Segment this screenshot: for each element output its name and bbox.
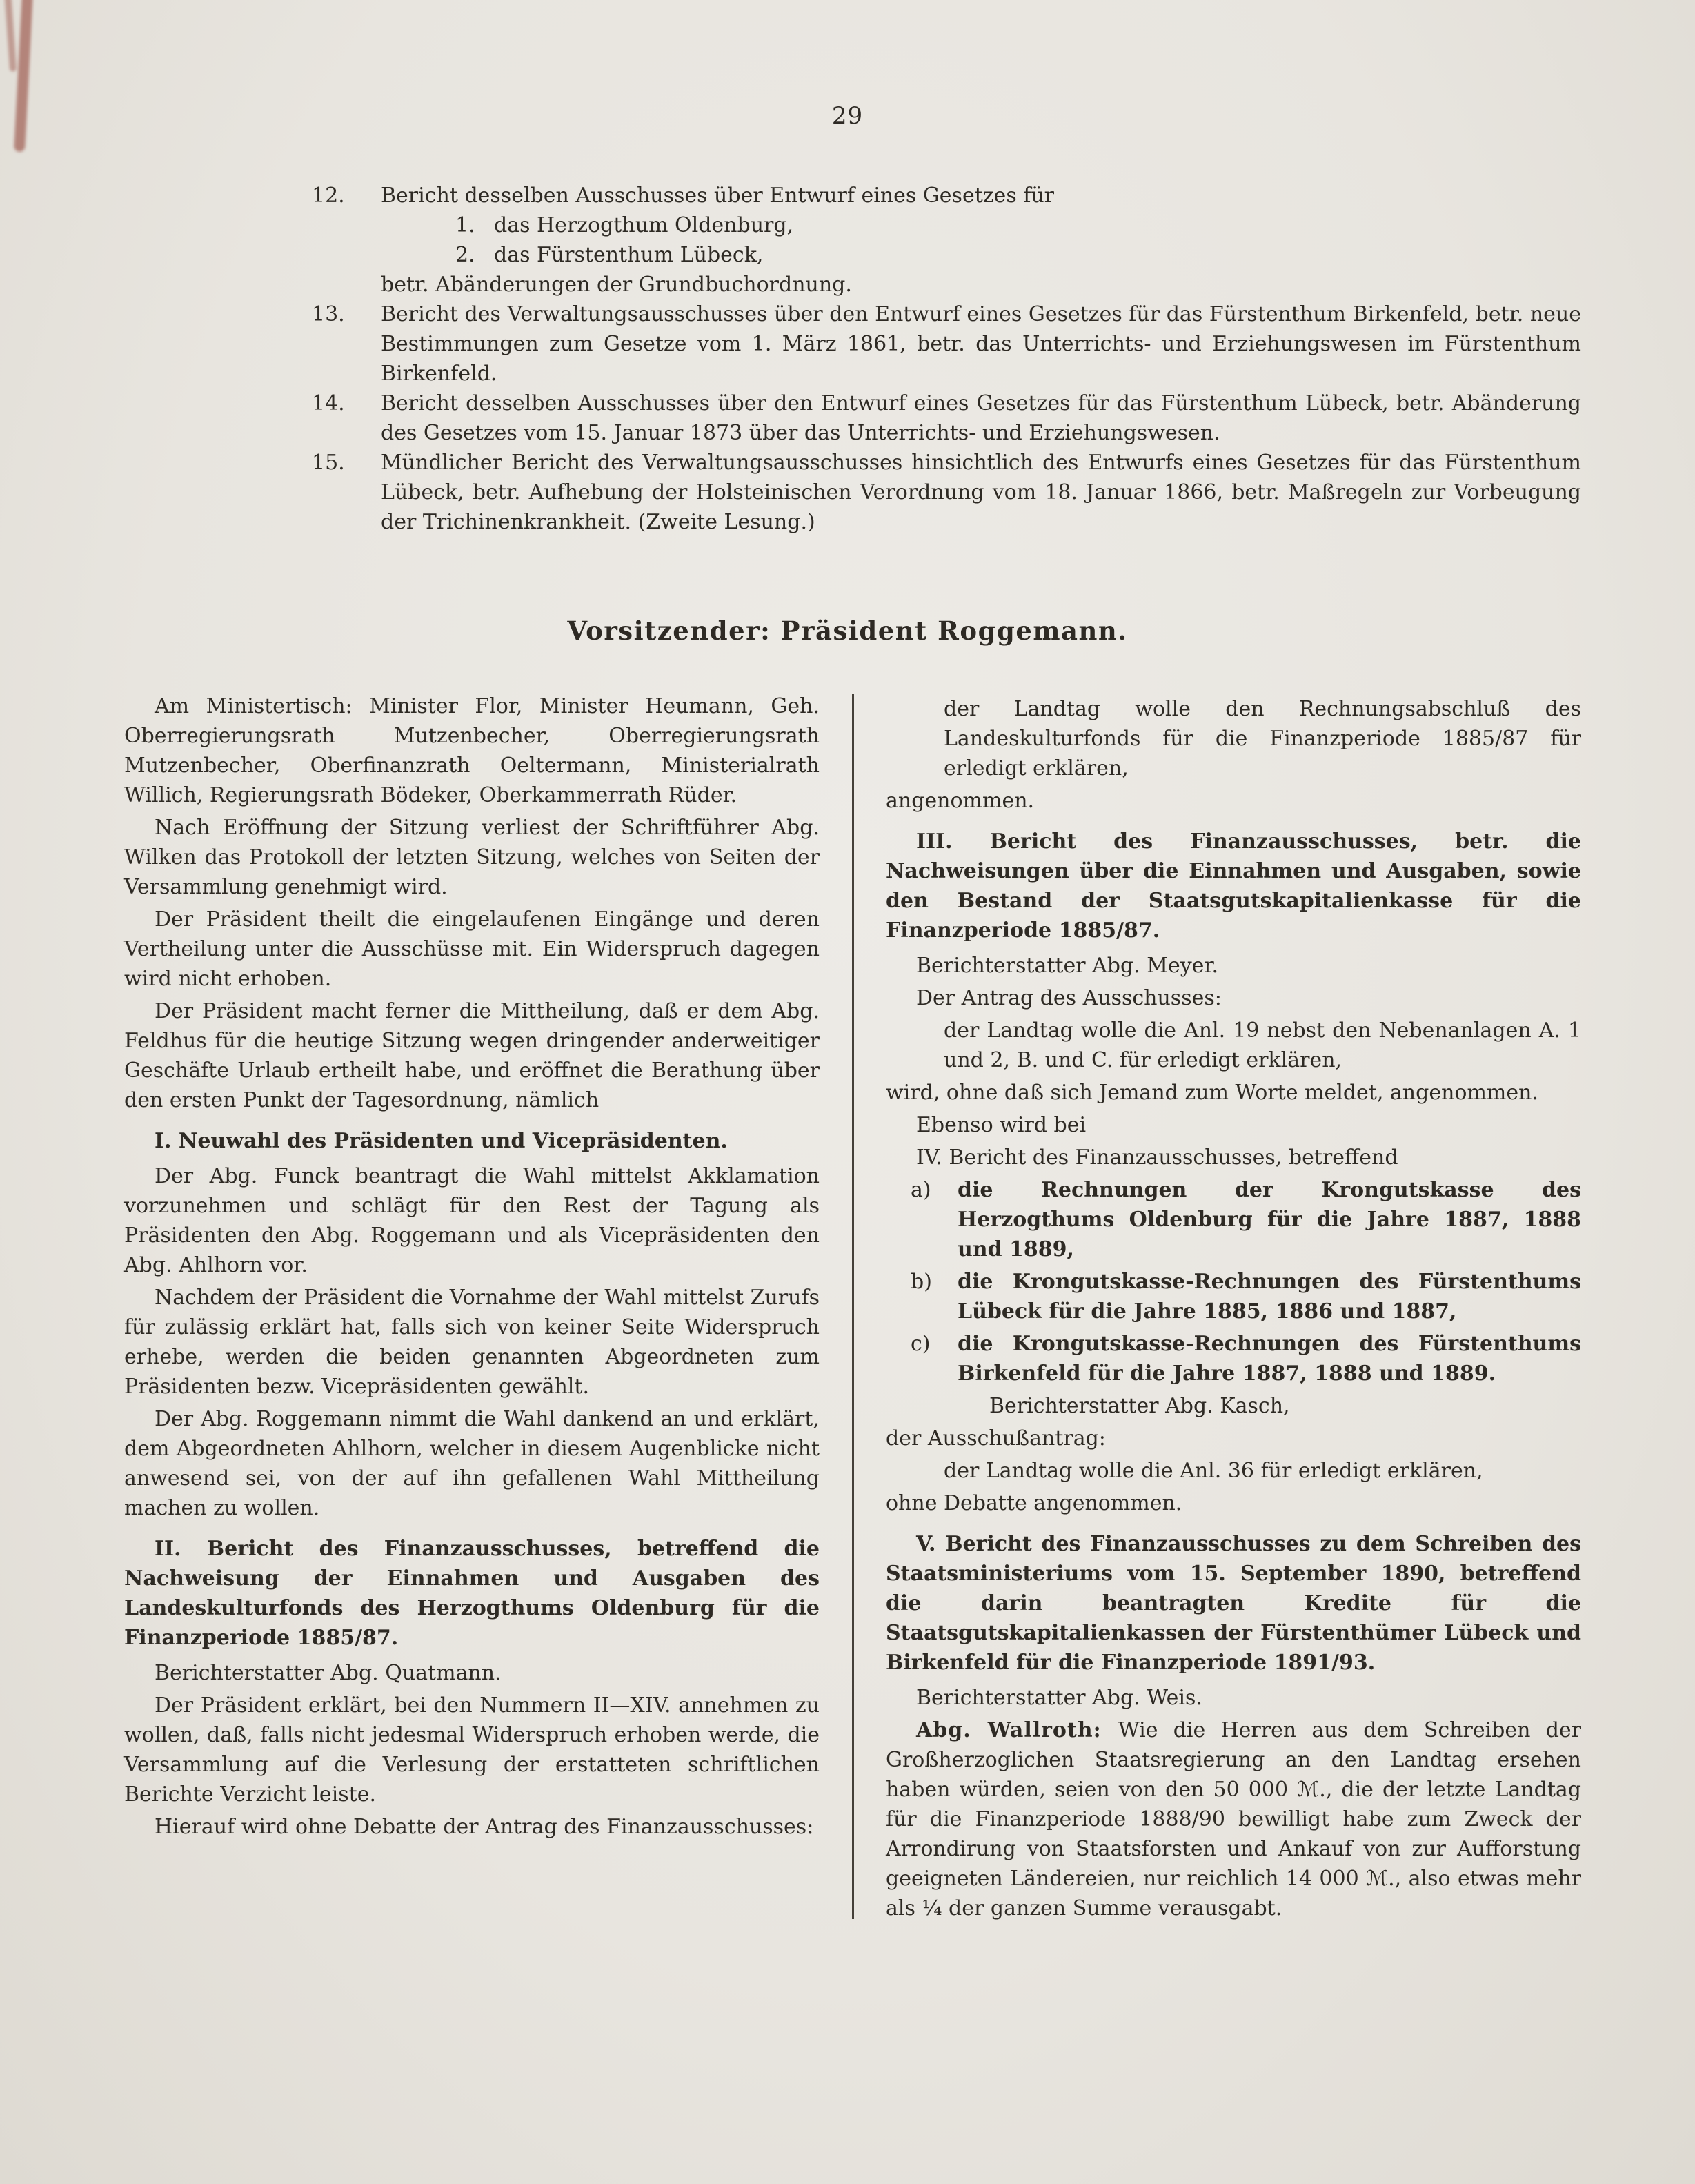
- agenda-subitem-number: 2.: [455, 243, 475, 267]
- left-column: [124, 691, 820, 1926]
- column-divider-rule: [852, 694, 854, 1919]
- paragraph: Ebenso wird bei: [916, 1113, 1087, 1137]
- paragraph: Nachdem der Präsident die Vornahme der Wahl mittelst Zurufs für zulässig erklärt hat, falls sich von keiner Seite Widerspruch erhebe, werden die beiden genannten Abgeordneten zum Präsidenten bezw. Vicepräsidenten gewählt.: [124, 1286, 820, 1399]
- agenda-item-body: [381, 388, 1581, 448]
- paragraph: Der Präsident erklärt, bei den Nummern II—XIV. annehmen zu wollen, daß, falls nicht jedesmal Widerspruch erhoben werde, die Versammlung auf die Verlesung der erstatteten schriftlichen Berichte Verzicht leiste.: [124, 1693, 820, 1807]
- section-heading: V. Bericht des Finanzausschusses zu dem Schreiben des Staatsministeriums vom 15. September 1890, betreffend die darin beantragten Kredite für die Staatsgutskapitalienkassen der Fürstenthümer Lübeck und Birkenfeld für die Finanzperiode 1891/93.: [886, 1532, 1581, 1675]
- speaker-name: Abg. Wallroth:: [916, 1718, 1118, 1742]
- session-chairman-heading: Vorsitzender: Präsident Roggemann.: [567, 616, 1128, 646]
- agenda-item: [312, 299, 1581, 388]
- agenda-list: [312, 181, 1581, 537]
- paragraph: Der Präsident theilt die eingelaufenen Eingänge und deren Vertheilung unter die Ausschüsse mit. Ein Widerspruch dagegen wird nicht erhoben.: [124, 907, 820, 991]
- paragraph: Berichterstatter Abg. Kasch,: [989, 1394, 1290, 1418]
- paragraph: Berichterstatter Abg. Weis.: [916, 1686, 1202, 1710]
- agenda-item-number: 14.: [312, 391, 345, 415]
- scan-artifact: [4, 0, 17, 72]
- agenda-item: [312, 448, 1581, 537]
- agenda-item-tail: betr. Abänderungen der Grundbuchordnung.: [381, 273, 852, 297]
- section-heading: I. Neuwahl des Präsidenten und Vicepräsidenten.: [155, 1129, 728, 1153]
- list-item-label: c): [911, 1332, 931, 1356]
- paragraph: der Ausschußantrag:: [886, 1426, 1106, 1450]
- agenda-item-number: 12.: [312, 184, 345, 208]
- paragraph: Am Ministertisch: Minister Flor, Minister Heumann, Geh. Oberregierungsrath Mutzenbecher, Oberregierungsrath Mutzenbecher, Oberfinanzrath Oeltermann, Ministerialrath Willich, Regierungsrath Bödeker, Oberkammerrath Rüder.: [124, 694, 820, 807]
- agenda-item-body: [381, 181, 1581, 299]
- paragraph: Nach Eröffnung der Sitzung verliest der Schriftführer Abg. Wilken das Protokoll der letzten Sitzung, welches von Seiten der Versammlung genehmigt wird.: [124, 816, 820, 899]
- agenda-item: [312, 388, 1581, 448]
- paragraph: wird, ohne daß sich Jemand zum Worte meldet, angenommen.: [886, 1081, 1538, 1105]
- agenda-item-number: 13.: [312, 302, 345, 326]
- agenda-item-body: [381, 448, 1581, 537]
- paragraph: angenommen.: [886, 789, 1035, 813]
- list-item-label: b): [911, 1270, 932, 1294]
- page-number: 29: [831, 102, 864, 130]
- agenda-item-text: Bericht des Verwaltungsausschusses über den Entwurf eines Gesetzes für das Fürstenthum Birkenfeld, betr. neue Bestimmungen zum Gesetze vom 1. März 1861, betr. das Unterrichts- und Erziehungswesen im Fürstenthum Birkenfeld.: [381, 302, 1581, 386]
- motion-quote: der Landtag wolle die Anl. 19 nebst den Nebenanlagen A. 1 und 2, B. und C. für erledigt erklären,: [944, 1019, 1581, 1072]
- paragraph: Berichterstatter Abg. Meyer.: [916, 954, 1218, 978]
- agenda-subitem-number: 1.: [455, 213, 475, 237]
- lettered-list-item: b) die Krongutskasse-Rechnungen des Fürstenthums Lübeck für die Jahre 1885, 1886 und 1887,: [886, 1267, 1581, 1326]
- paragraph: Hierauf wird ohne Debatte der Antrag des Finanzausschusses:: [155, 1815, 814, 1839]
- lettered-list-item: a) die Rechnungen der Krongutskasse des Herzogthums Oldenburg für die Jahre 1887, 1888 und 1889,: [886, 1175, 1581, 1264]
- lettered-list-item: c) die Krongutskasse-Rechnungen des Fürstenthums Birkenfeld für die Jahre 1887, 1888 und 1889.: [886, 1329, 1581, 1388]
- agenda-item-body: [381, 299, 1581, 388]
- right-column: [886, 691, 1581, 1926]
- agenda-item-text: Bericht desselben Ausschusses über den Entwurf eines Gesetzes für das Fürstenthum Lübeck, betr. Abänderung des Gesetzes vom 15. Januar 1873 über das Unterrichts- und Erziehungswesen.: [381, 391, 1581, 445]
- agenda-item: [312, 181, 1581, 299]
- agenda-subitem: 1. das Herzogthum Oldenburg,: [455, 210, 1581, 240]
- agenda-item-text: Bericht desselben Ausschusses über Entwurf eines Gesetzes für: [381, 184, 1055, 208]
- paragraph: IV. Bericht des Finanzausschusses, betreffend: [916, 1145, 1398, 1170]
- two-column-body: [124, 691, 1581, 1926]
- section-heading: III. Bericht des Finanzausschusses, betr. die Nachweisungen über die Einnahmen und Ausgaben, sowie den Bestand der Staatsgutskapitalienkasse für die Finanzperiode 1885/87.: [886, 829, 1581, 943]
- motion-quote: der Landtag wolle die Anl. 36 für erledigt erklären,: [944, 1459, 1483, 1483]
- agenda-item-number: 15.: [312, 451, 345, 475]
- list-item-label: a): [911, 1178, 931, 1202]
- paragraph: Berichterstatter Abg. Quatmann.: [155, 1661, 502, 1685]
- paragraph: Der Abg. Roggemann nimmt die Wahl dankend an und erklärt, dem Abgeordneten Ahlhorn, welcher in diesem Augenblicke nicht anwesend sei, von der auf ihn gefallenen Wahl Mittheilung machen zu wollen.: [124, 1407, 820, 1520]
- paragraph: ohne Debatte angenommen.: [886, 1491, 1182, 1515]
- paragraph: Der Antrag des Ausschusses:: [916, 986, 1222, 1010]
- paragraph: Abg. Wallroth: Wie die Herren aus dem Schreiben der Großherzoglichen Staatsregierung an den Landtag ersehen haben würden, seien von den 50 000 ℳ., die der letzte Landtag für die Finanzperiode 1888/90 bewilligt habe zum Zweck der Arrondirung von Staatsforsten und Ankauf von zur Aufforstung geeigneten Ländereien, nur reichlich 14 000 ℳ., also etwas mehr als ¼ der ganzen Summe verausgabt.: [886, 1718, 1581, 1920]
- paragraph: Der Abg. Funck beantragt die Wahl mittelst Akklamation vorzunehmen und schlägt für den Rest der Tagung als Präsidenten den Abg. Roggemann und als Vicepräsidenten den Abg. Ahlhorn vor.: [124, 1164, 820, 1277]
- agenda-item-text: Mündlicher Bericht des Verwaltungsausschusses hinsichtlich des Entwurfs eines Gesetzes für das Fürstenthum Lübeck, betr. Aufhebung der Holsteinischen Verordnung vom 18. Januar 1866, betr. Maßregeln zur Vorbeugung der Trichinenkrankheit. (Zweite Lesung.): [381, 451, 1581, 534]
- paragraph: Der Präsident macht ferner die Mittheilung, daß er dem Abg. Feldhus für die heutige Sitzung wegen dringender anderweitiger Geschäfte Urlaub ertheilt habe, und eröffnet die Berathung über den ersten Punkt der Tagesordnung, nämlich: [124, 999, 820, 1112]
- section-heading: II. Bericht des Finanzausschusses, betreffend die Nachweisung der Einnahmen und Ausgaben des Landeskulturfonds des Herzogthums Oldenburg für die Finanzperiode 1885/87.: [124, 1537, 820, 1650]
- agenda-subitem: 2. das Fürstenthum Lübeck,: [455, 240, 1581, 270]
- motion-quote: der Landtag wolle den Rechnungsabschluß des Landeskulturfonds für die Finanzperiode 1885/87 für erledigt erklären,: [944, 697, 1581, 780]
